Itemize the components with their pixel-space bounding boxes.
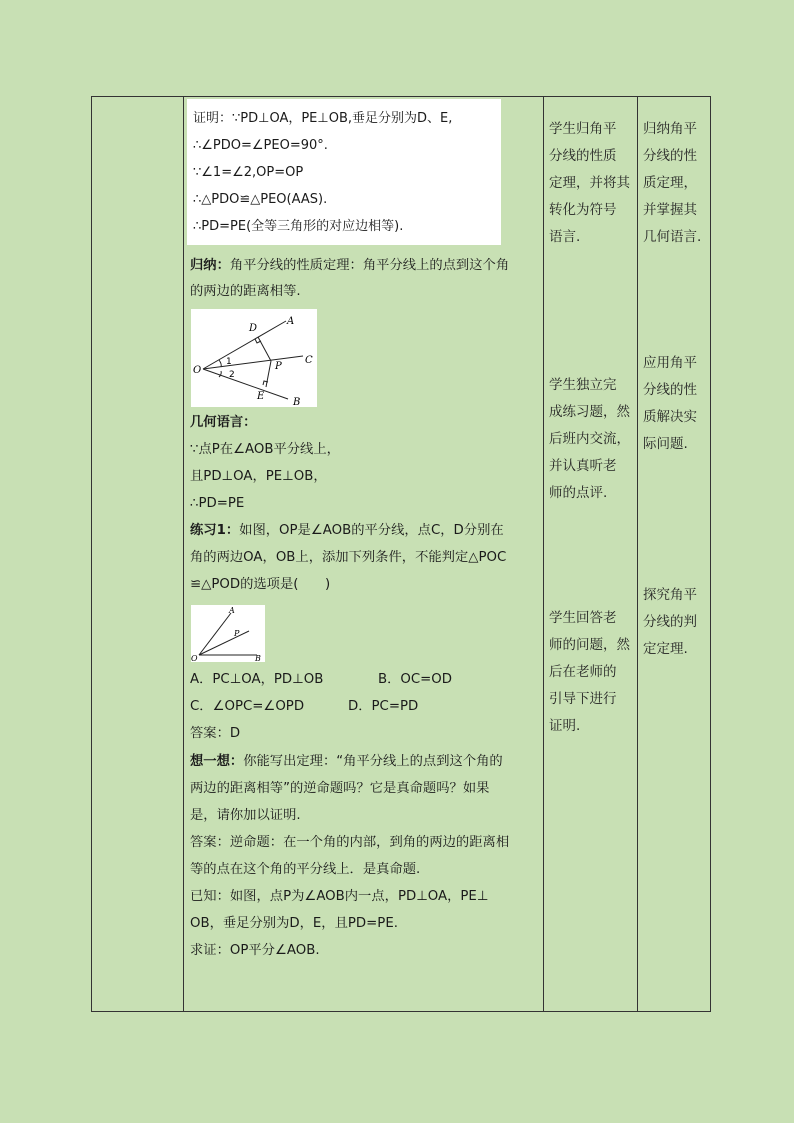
student-c-line: 学生回答老 <box>549 610 617 626</box>
fig1-label-e: E <box>257 391 265 402</box>
geo-language-title: 几何语言： <box>190 415 257 430</box>
student-activity-a <box>549 116 630 251</box>
angle-bisector-figure <box>191 309 317 407</box>
fig1-label-b: B <box>293 397 301 407</box>
student-c-line: 师的问题，然 <box>549 637 630 653</box>
fig1-label-2: 2 <box>229 370 235 380</box>
proof-box <box>187 99 501 245</box>
column-divider <box>637 97 638 1011</box>
student-c-line: 引导下进行 <box>549 691 617 707</box>
fig1-label-a: A <box>287 316 295 327</box>
teaching-content-cell <box>184 97 542 1011</box>
purpose-b-line: 际问题. <box>643 436 688 452</box>
student-b-line: 后班内交流， <box>549 431 630 447</box>
geo-line-2: 且PD⊥OA，PE⊥OB， <box>190 469 327 484</box>
proof-line-1: 证明：∵PD⊥OA，PE⊥OB,垂足分别为D、E, <box>193 111 453 126</box>
fig1-label-o: O <box>193 365 202 376</box>
fig1-label-1: 1 <box>226 357 232 367</box>
think-label: 想一想： <box>190 754 244 769</box>
prove-line: 求证：OP平分∠AOB. <box>190 943 320 958</box>
given-line-1: 已知：如图，点P为∠AOB内一点，PD⊥OA，PE⊥ <box>190 889 489 904</box>
geo-line-3: ∴PD=PE <box>190 496 245 511</box>
student-a-line: 学生归角平 <box>549 121 617 137</box>
exercise-text-1: 如图，OP是∠AOB的平分线，点C，D分别在 <box>239 523 504 538</box>
student-activity-b <box>549 372 630 507</box>
option-c: C．∠OPC=∠OPD <box>190 699 305 714</box>
student-a-line: 语言. <box>549 229 581 245</box>
summary-line-2: 的两边的距离相等. <box>190 284 301 299</box>
design-purpose-c <box>643 582 697 663</box>
purpose-a-line: 并掌握其 <box>643 202 697 218</box>
exercise-label: 练习1： <box>190 523 240 538</box>
option-d: D．PC=PD <box>348 699 419 714</box>
student-a-line: 转化为符号 <box>549 202 617 218</box>
exercise-line-3: ≌△POD的选项是( ) <box>190 577 331 592</box>
option-a: A．PC⊥OA，PD⊥OB <box>190 672 324 687</box>
proof-line-5: ∴PD=PE(全等三角形的对应边相等). <box>193 219 404 234</box>
exercise-line-2: 角的两边OA，OB上，添加下列条件，不能判定△POC <box>190 550 507 565</box>
student-a-line: 定理，并将其 <box>549 175 630 191</box>
fig2-label-o: O <box>191 654 198 662</box>
think-answer-2: 等的点在这个角的平分线上．是真命题. <box>190 862 421 877</box>
exercise-diagram <box>191 605 265 662</box>
exercise-line-1 <box>190 523 504 539</box>
purpose-a-line: 几何语言. <box>643 229 702 245</box>
exercise-answer: 答案：D <box>190 726 241 741</box>
proof-line-4: ∴△PDO≌△PEO(AAS). <box>193 192 328 207</box>
think-line-1 <box>190 754 503 770</box>
think-answer-1: 答案：逆命题：在一个角的内部，到角的两边的距离相 <box>190 835 510 850</box>
think-line-2: 两边的距离相等”的逆命题吗？它是真命题吗？如果 <box>190 781 490 796</box>
given-line-2: OB，垂足分别为D，E，且PD=PE. <box>190 916 398 931</box>
design-purpose-b <box>643 350 697 458</box>
fig1-label-d: D <box>249 323 258 334</box>
summary-label: 归纳： <box>190 258 230 273</box>
purpose-b-line: 质解决实 <box>643 409 697 425</box>
purpose-a-line: 归纳角平 <box>643 121 697 137</box>
fig1-label-p: P <box>275 361 282 372</box>
summary-line-1 <box>190 258 509 274</box>
purpose-c-line: 定定理. <box>643 641 688 657</box>
student-b-line: 成练习题，然 <box>549 404 630 420</box>
purpose-c-line: 探究角平 <box>643 587 697 603</box>
proof-line-2: ∴∠PDO=∠PEO=90°. <box>193 138 328 153</box>
student-c-line: 证明. <box>549 718 581 734</box>
think-text-1: 你能写出定理：“角平分线上的点到这个角的 <box>243 754 503 769</box>
fig2-label-p: P <box>234 629 240 638</box>
fig2-label-a: A <box>229 606 235 615</box>
student-b-line: 师的点评. <box>549 485 608 501</box>
purpose-c-line: 分线的判 <box>643 614 697 630</box>
fig1-label-c: C <box>305 355 313 366</box>
student-a-line: 分线的性质 <box>549 148 617 164</box>
design-purpose-a <box>643 116 701 251</box>
student-b-line: 并认真听老 <box>549 458 617 474</box>
angle-bisector-diagram <box>191 309 317 407</box>
column-divider <box>543 97 544 1011</box>
student-activity-c <box>549 605 630 740</box>
fig2-label-b: B <box>255 654 261 662</box>
exercise-figure <box>191 605 265 662</box>
student-c-line: 后在老师的 <box>549 664 617 680</box>
geo-line-1: ∵点P在∠AOB平分线上， <box>190 442 340 457</box>
lesson-table <box>91 96 711 1012</box>
proof-line-3: ∵∠1=∠2,OP=OP <box>193 165 304 180</box>
purpose-b-line: 应用角平 <box>643 355 697 371</box>
purpose-a-line: 分线的性 <box>643 148 697 164</box>
summary-text-1: 角平分线的性质定理：角平分线上的点到这个角 <box>229 258 510 273</box>
purpose-a-line: 质定理， <box>643 175 697 191</box>
think-line-3: 是，请你加以证明. <box>190 808 301 823</box>
student-b-line: 学生独立完 <box>549 377 617 393</box>
purpose-b-line: 分线的性 <box>643 382 697 398</box>
option-b: B．OC=OD <box>378 672 453 687</box>
